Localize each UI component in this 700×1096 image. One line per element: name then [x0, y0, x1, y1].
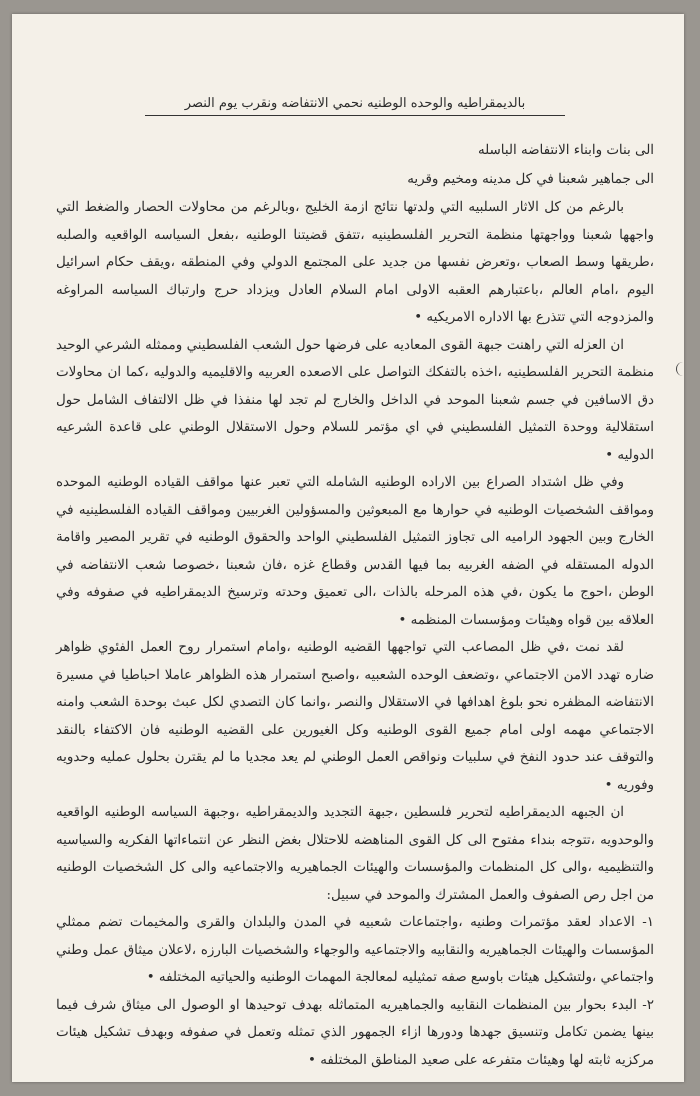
numbered-item: ٢- البدء بحوار بين المنظمات النقابيه والجماهيريه المتماثله بهدف توحيدها او الوصول الى ميثاق شرف فيما بينها يضمن تكامل وتنسيق جهدها ودورها ازاء الجمهور الذي تمثله وتعمل في صفوفه وبهدف تشكيل هيئات مركزيه ثابته لها وهيئات متفرعه على صعيد المناطق المختلفه •	[56, 997, 654, 1068]
document-title: بالديمقراطيه والوحده الوطنيه نحمي الانتفاضه ونقرب يوم النصر	[145, 96, 565, 116]
body-paragraph: ان الجبهه الديمقراطيه لتحرير فلسطين ،جبهة التجديد والديمقراطيه ،وجبهة السياسه الوطنيه الواقعيه والوحدويه ،تتوجه بنداء مفتوح الى كل القوى المناهضه للاحتلال بغض النظر عن انتماءاتها الفكريه والسياسيه والتنظيميه ،والى كل المنظمات والمؤسسات والهيئات الجماهيريه والاجتماعيه والى كل الشخصيات الوطنيه من اجل رص الصفوف والعمل المشترك والموحد في سبيل:	[56, 805, 654, 903]
body-paragraph: بالرغم من كل الاثار السلبيه التي ولدتها نتائج ازمة الخليج ،وبالرغم من محاولات الحصار والضغط التي واجهها شعبنا وواجهتها منظمة التحرير الفلسطينيه ،تتفق قضيتنا الوطنيه ،بفعل السياسه الواقعيه والصلبه ،طريقها وسط الصعاب ،وتعرض نفسها من جديد على المجتمع الدولي وفي المنطقه ،ويقف حكام اسرائيل اليوم ،امام العالم ،باعتبارهم العقبه الاولى امام السلام العادل ويزداد حرج وارتباك السياسه المراوغه والمزدوجه التي تتذرع بها الاداره الامريكيه •	[56, 200, 654, 325]
salutation-line: الى جماهير شعبنا في كل مدينه ومخيم وقريه	[407, 172, 654, 187]
salutation-line: الى بنات وابناء الانتفاضه الباسله	[477, 143, 654, 158]
numbered-item: ١- الاعداد لعقد مؤتمرات وطنيه ،واجتماعات شعبيه في المدن والبلدان والقرى والمخيمات تضم ممثلي المؤسسات والهيئات الجماهيريه والنقابيه والاجتماعيه والوجهاء والشخصيات البارزه ،لاعلان ميثاق عمل وطني واجتماعي ،ولتشكيل هيئات باوسع صفه تمثيليه لمعالجة المهمات الوطنيه والحياتيه المختلفه •	[56, 915, 654, 985]
body-paragraph: لقد نمت ،في ظل المصاعب التي تواجهها القضيه الوطنيه ،وامام استمرار روح العمل الفئوي ظواهر ضاره تهدد الامن الاجتماعي ،وتضعف الوحده الشعبيه ،واصبح استمرار هذه الظواهر عاملا احباطيا في مسيرة الانتفاضه المظفره نحو بلوغ اهدافها في الاستقلال والنصر ،وانما كان التصدي لكل عبث بوحدة الشعب وامنه الاجتماعي مهمه اولى امام جميع القوى الوطنيه وكل الغيورين على القضيه الوطنيه فان الاكتفاء بالنقد والتوقف عند حدود النفخ في سلبيات ونواقص العمل الوطني لم يعد مجديا ما لم يقترن بحلول عمليه وحدويه وفوريه •	[56, 640, 654, 793]
body-paragraph: ان العزله التي راهنت جبهة القوى المعاديه على فرضها حول الشعب الفلسطيني وممثله الشرعي الوحيد منظمة التحرير الفلسطينيه ،اخذه بالتفكك التواصل على الاصعده العربيه والاقليميه والدوليه ،كما ان محاولات دق الاسافين في جسم شعبنا الموحد في الداخل والخارج لم تجد لها منفذا في ظل الالتفاف الشامل حول استقلالية ووحدة التمثيل الفلسطيني في اي مؤتمر للسلام وحول الاستقلال الوطني على قاعدة الشرعيه الدوليه •	[56, 337, 654, 463]
body-paragraph: وفي ظل اشتداد الصراع بين الاراده الوطنيه الشامله التي تعبر عنها مواقف القياده الوطنيه الموحده ومواقف الشخصيات الوطنيه في حوارها مع المبعوثين والمسؤولين الغربيين ومواقف القياده الفلسطينيه في الخارج وبين الجهود الراميه الى تجاوز التمثيل الفلسطيني الواحد والحقوق الوطنيه في تقرير المصير واقامة الدوله المستقله في الضفه الغربيه بما فيها القدس وقطاع غزه ،فان شعبنا ،خصوصا شعب الانتفاضه في الوطن ،احوج ما يكون ،في هذه المرحله بالذات ،الى تعميق وحدته وترسيخ الديمقراطيه في صفوفه وفي العلاقه بين قواه وهيئات ومؤسسات المنظمه •	[56, 475, 654, 628]
margin-pen-mark	[676, 362, 685, 376]
document-page	[12, 14, 684, 1082]
